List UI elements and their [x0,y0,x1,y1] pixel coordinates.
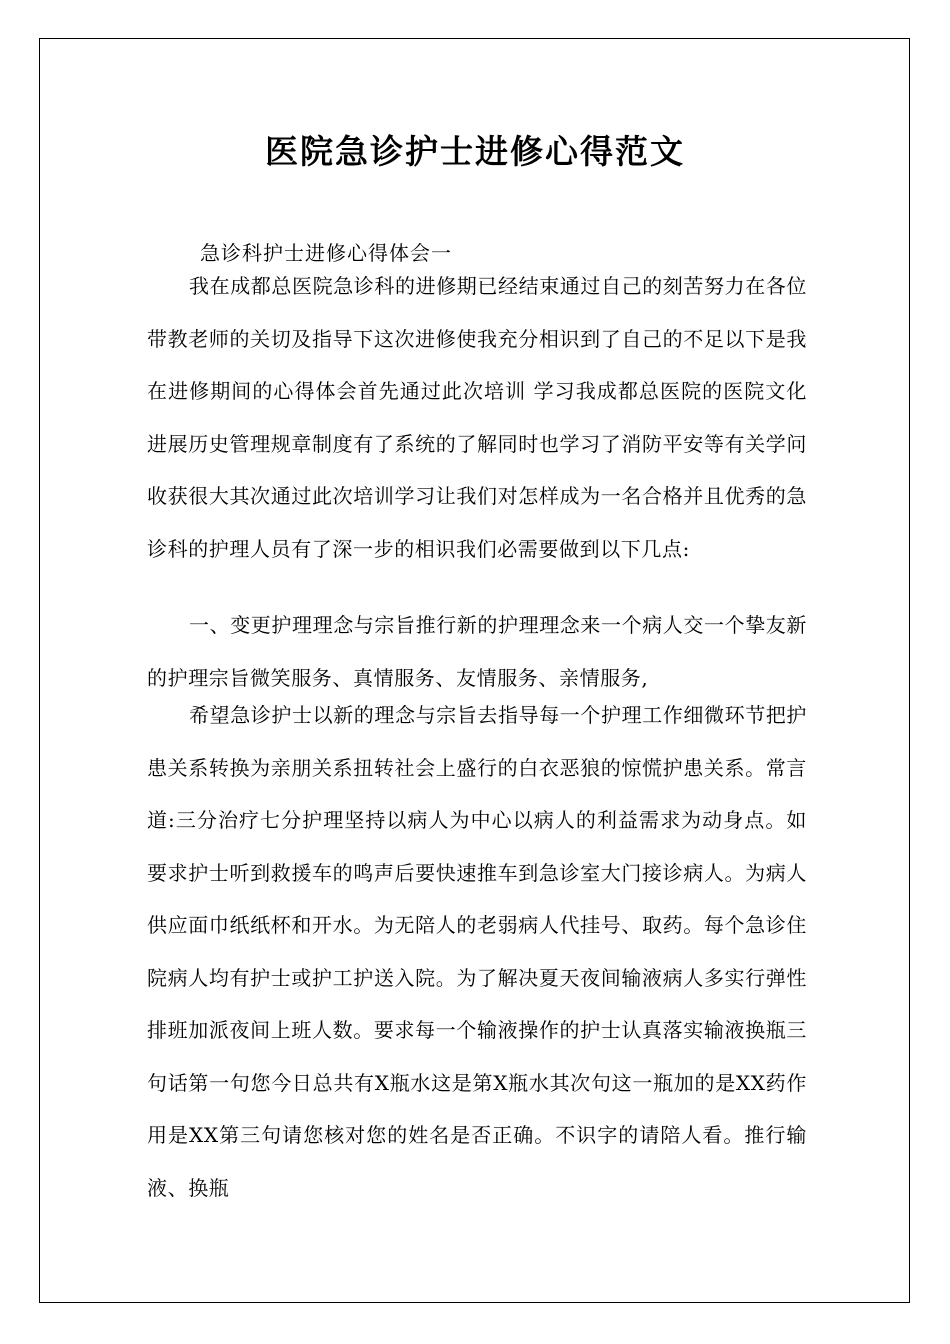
section-subheading: 急诊科护士进修心得体会一 [200,241,452,265]
document-title: 医院急诊护士进修心得范文 [265,132,685,171]
paragraph-point-one: 一、变更护理理念与宗旨推行新的护理理念来一个病人交一个挚友新的护理宗旨微笑服务、真情服务、友情服务、亲情服务, [147,613,807,690]
paragraph-hope: 希望急诊护士以新的理念与宗旨去指导每一个护理工作细微环节把护患关系转换为亲朋关系扭转社会上盛行的白衣恶狼的惊慌护患关系。常言道:三分治疗七分护理坚持以病人为中心以病人的利益需求为动身点。如要求护士听到救援车的鸣声后要快速推车到急诊室大门接诊病人。为病人供应面巾纸纸杯和开水。为无陪人的老弱病人代挂号、取药。每个急诊住院病人均有护士或护工护送入院。为了解决夏天夜间输液病人多实行弹性排班加派夜间上班人数。要求每一个输液操作的护士认真落实输液换瓶三句话第一句您今日总共有X瓶水这是第X瓶水其次句这一瓶加的是XX药作用是XX第三句请您核对您的姓名是否正确。不识字的请陪人看。推行输液、换瓶 [147,703,807,1200]
paragraph-intro: 我在成都总医院急诊科的进修期已经结束通过自己的刻苦努力在各位带教老师的关切及指导下这次进修使我充分相识到了自己的不足以下是我在进修期间的心得体会首先通过此次培训 学习我成都总医院的医院文化进展历史管理规章制度有了系统的了解同时也学习了消防平安等有关学问收获很大其次通过此次培训学习让我们对怎样成为一名合格并且优秀的急诊科的护理人员有了深一步的相识我们必需要做到以下几点: [147,274,807,561]
